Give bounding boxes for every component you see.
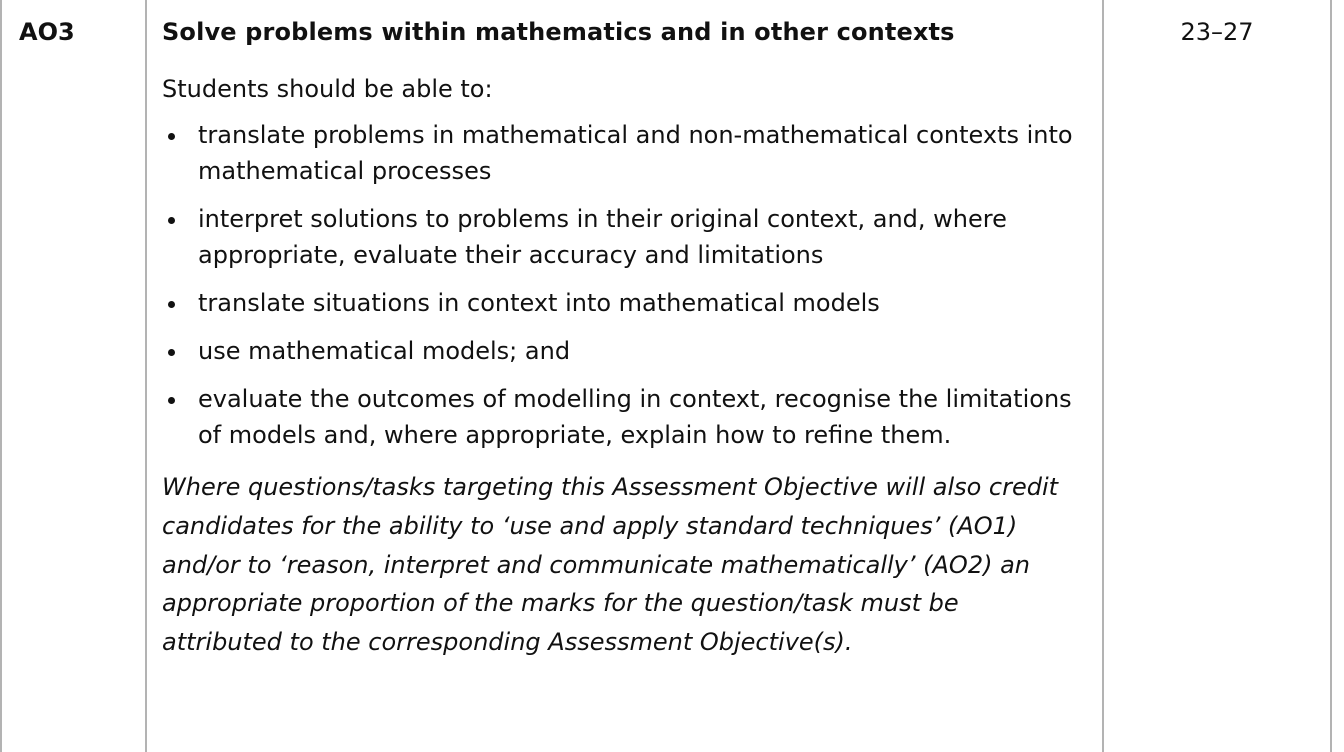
list-item-text: evaluate the outcomes of modelling in context, recognise the limitations of models and, where appropriate, explain how to refine them. bbox=[198, 385, 1072, 449]
table-border-left bbox=[0, 0, 2, 752]
list-item-text: translate problems in mathematical and non-mathematical contexts into mathematical processes bbox=[198, 121, 1073, 185]
list-item bbox=[162, 333, 1092, 369]
list-item bbox=[162, 285, 1092, 321]
table-border-right bbox=[1330, 0, 1332, 752]
list-item-text: interpret solutions to problems in their original context, and, where appropriate, evaluate their accuracy and limitations bbox=[198, 205, 1007, 269]
objective-points-list bbox=[162, 117, 1092, 453]
column-divider-2 bbox=[1102, 0, 1104, 752]
list-item bbox=[162, 381, 1092, 453]
bullet-icon bbox=[168, 133, 175, 140]
bullet-icon bbox=[168, 397, 175, 404]
objective-title: Solve problems within mathematics and in other contexts bbox=[162, 18, 955, 46]
objective-code: AO3 bbox=[19, 18, 75, 46]
bullet-icon bbox=[168, 217, 175, 224]
column-divider-1 bbox=[145, 0, 147, 752]
bullet-icon bbox=[168, 349, 175, 356]
list-item bbox=[162, 117, 1092, 189]
objective-intro: Students should be able to: bbox=[162, 75, 493, 103]
list-item-text: use mathematical models; and bbox=[198, 337, 571, 365]
marks-range: 23–27 bbox=[1180, 18, 1254, 46]
list-item bbox=[162, 201, 1092, 273]
list-item-text: translate situations in context into mathematical models bbox=[198, 289, 880, 317]
objective-note: Where questions/tasks targeting this Assessment Objective will also credit candidates for the ability to ‘use and apply standard techniques’ (AO1) and/or to ‘reason, interpret and communicate mathematically’ (AO2) an appropriate proportion of the marks for the question/task must be attributed to the corresponding Assessment Objective(s). bbox=[162, 473, 1059, 657]
bullet-icon bbox=[168, 301, 175, 308]
objective-description bbox=[162, 17, 1092, 662]
